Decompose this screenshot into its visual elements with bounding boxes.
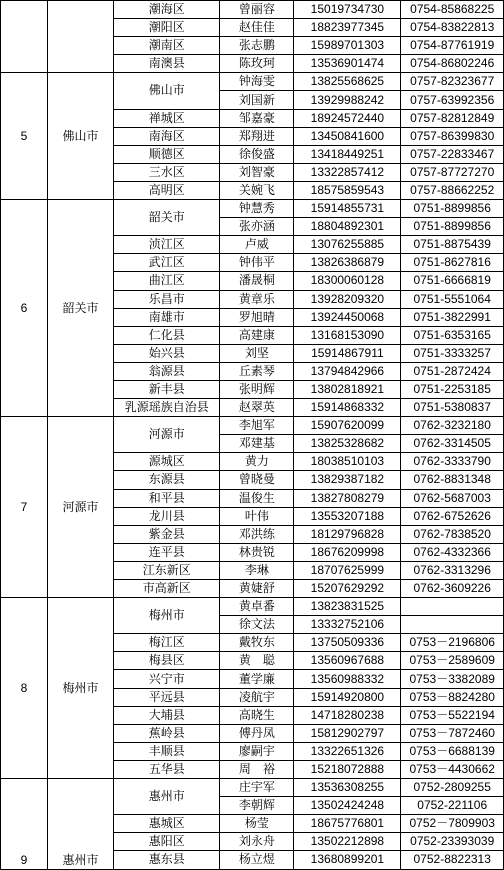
cell-mobile: 18675776801 [294,815,401,833]
cell-name: 叶伟 [220,507,294,525]
cell-mobile: 15812902797 [294,724,401,742]
cell-mobile: 15907620099 [294,417,401,435]
cell-district: 源城区 [114,453,220,471]
cell-name: 张明辉 [220,380,294,398]
cell-phone: 0754-83822813 [401,19,504,37]
cell-phone: 0762-8831348 [401,471,504,489]
cell-district: 五华县 [114,760,220,778]
cell-city: 惠州市 [47,779,113,869]
cell-phone: 0754-86802246 [401,55,504,73]
cell-mobile: 13929988242 [294,91,401,109]
cell-phone: 0762-4332366 [401,543,504,561]
cell-name: 黄力 [220,453,294,471]
cell-district: 新丰县 [114,380,220,398]
cell-phone: 0751-8627816 [401,254,504,272]
cell-name: 林贵锐 [220,543,294,561]
cell-mobile: 15019734730 [294,1,401,19]
cell-name: 卢威 [220,236,294,254]
cell-phone: 0752-221106 [401,797,504,815]
cell-district: 江东新区 [114,561,220,579]
cell-mobile: 13794842966 [294,362,401,380]
cell-district: 武江区 [114,254,220,272]
cell-mobile: 13928209320 [294,290,401,308]
cell-district: 紫金县 [114,525,220,543]
cell-name: 廖嗣宇 [220,742,294,760]
cell-name: 钟慧秀 [220,200,294,218]
cell-phone: 0762-5687003 [401,489,504,507]
cell-phone: 0757-63992356 [401,91,504,109]
cell-name: 傅丹凤 [220,724,294,742]
cell-district: 乐昌市 [114,290,220,308]
cell-phone: 0757-86399830 [401,127,504,145]
cell-mobile: 15218072888 [294,760,401,778]
cell-district: 龙川县 [114,507,220,525]
cell-name: 黄 聪 [220,652,294,670]
cell-district: 惠州市 [114,779,220,815]
cell-mobile: 13502424248 [294,797,401,815]
cell-number: 7 [1,417,48,598]
cell-district: 三水区 [114,163,220,181]
cell-phone: 0757-22833467 [401,145,504,163]
cell-name: 张亦涵 [220,218,294,236]
cell-phone: 0757-87727270 [401,163,504,181]
cell-district: 兴宁市 [114,670,220,688]
cell-mobile: 13560967688 [294,652,401,670]
cell-phone: 0751-2872424 [401,362,504,380]
cell-name: 高晓生 [220,706,294,724]
cell-name: 丘素琴 [220,362,294,380]
cell-district: 仁化县 [114,326,220,344]
cell-mobile: 18575859543 [294,181,401,199]
cell-phone: 0752-23393039 [401,833,504,851]
cell-phone: 0751-5551064 [401,290,504,308]
cell-mobile: 15914855731 [294,200,401,218]
cell-name: 戴牧东 [220,634,294,652]
cell-district: 惠阳区 [114,833,220,851]
cell-mobile: 15207629292 [294,580,401,598]
cell-mobile: 13553207188 [294,507,401,525]
cell-name: 李旭军 [220,417,294,435]
cell-name: 杨莹 [220,815,294,833]
cell-name: 张志鹏 [220,37,294,55]
cell-phone: 0751-5380837 [401,399,504,417]
cell-name: 关婉飞 [220,181,294,199]
cell-phone: 0757-82812849 [401,109,504,127]
cell-name: 刘永舟 [220,833,294,851]
cell-phone: 0757-88662252 [401,181,504,199]
cell-district: 高明区 [114,181,220,199]
cell-name: 杨立煜 [220,851,294,869]
cell-phone: 0757-82323677 [401,73,504,91]
cell-phone: 0762-3314505 [401,435,504,453]
cell-city: 梅州市 [47,598,113,779]
cell-mobile: 13450841600 [294,127,401,145]
cell-mobile: 13418449251 [294,145,401,163]
cell-name: 庄宇军 [220,779,294,797]
cell-mobile: 13802818921 [294,380,401,398]
cell-phone: 0751-3822991 [401,308,504,326]
cell-name: 钟伟平 [220,254,294,272]
cell-district: 禅城区 [114,109,220,127]
cell-phone: 0751-8899856 [401,200,504,218]
cell-district: 始兴县 [114,344,220,362]
cell-name: 凌航宇 [220,688,294,706]
cell-phone: 0754-85868225 [401,1,504,19]
table-row [1,73,504,91]
cell-city: 韶关市 [47,200,113,417]
cell-mobile: 15914868332 [294,399,401,417]
cell-name: 邹嘉豪 [220,109,294,127]
cell-district: 惠东县 [114,851,220,869]
cell-name: 邓建基 [220,435,294,453]
cell-mobile: 13750509336 [294,634,401,652]
cell-name: 赵佳佳 [220,19,294,37]
cell-mobile: 18924572440 [294,109,401,127]
cell-phone: 0753－6688139 [401,742,504,760]
cell-district: 佛山市 [114,73,220,109]
cell-mobile: 13536901474 [294,55,401,73]
cell-district: 河源市 [114,417,220,453]
cell-city: 佛山市 [47,73,113,200]
cell-number: 9 [1,779,48,869]
cell-phone: 0762-3609226 [401,580,504,598]
cell-district: 丰顺县 [114,742,220,760]
cell-phone: 0762-3313296 [401,561,504,579]
cell-district: 惠城区 [114,815,220,833]
contact-table-body [1,1,504,870]
cell-district: 东源县 [114,471,220,489]
cell-mobile: 13560988332 [294,670,401,688]
cell-district: 大埔县 [114,706,220,724]
cell-mobile: 13680899201 [294,851,401,869]
table-row [1,1,504,19]
cell-name: 刘坚 [220,344,294,362]
cell-district: 潮海区 [114,1,220,19]
cell-mobile: 18129796828 [294,525,401,543]
cell-name: 黄婕舒 [220,580,294,598]
cell-number: 6 [1,200,48,417]
cell-district: 曲江区 [114,272,220,290]
cell-mobile: 13168153090 [294,326,401,344]
cell-mobile: 13322857412 [294,163,401,181]
cell-district: 南澳县 [114,55,220,73]
cell-number: 8 [1,598,48,779]
cell-mobile: 18823977345 [294,19,401,37]
cell-mobile: 18804892301 [294,218,401,236]
cell-district: 平远县 [114,688,220,706]
cell-district: 蕉岭县 [114,724,220,742]
cell-phone: 0752-2809255 [401,779,504,797]
cell-name: 郑翔进 [220,127,294,145]
cell-mobile: 15914867911 [294,344,401,362]
cell-mobile: 13823831525 [294,598,401,616]
cell-name: 徐文法 [220,616,294,634]
cell-district: 市高新区 [114,580,220,598]
cell-name: 潘晟桐 [220,272,294,290]
cell-phone: 0753－4430662 [401,760,504,778]
table-row [1,200,504,218]
cell-phone: 0762-3333790 [401,453,504,471]
cell-name: 钟海雯 [220,73,294,91]
cell-number: 5 [1,73,48,200]
cell-district: 梅县区 [114,652,220,670]
cell-number [1,1,48,73]
cell-district: 南海区 [114,127,220,145]
cell-phone: 0751-8875439 [401,236,504,254]
cell-mobile: 13924450068 [294,308,401,326]
cell-name: 李朝辉 [220,797,294,815]
cell-name: 邓洪练 [220,525,294,543]
cell-name: 徐俊盛 [220,145,294,163]
cell-phone: 0751-6666819 [401,272,504,290]
table-row [1,779,504,797]
cell-mobile: 13502212898 [294,833,401,851]
cell-district: 顺德区 [114,145,220,163]
cell-phone [401,616,504,634]
cell-city: 河源市 [47,417,113,598]
cell-mobile: 13826386879 [294,254,401,272]
cell-phone: 0762-7838520 [401,525,504,543]
cell-mobile: 13827808279 [294,489,401,507]
cell-phone: 0751-8899856 [401,218,504,236]
table-row [1,417,504,435]
cell-mobile: 18676209998 [294,543,401,561]
cell-mobile: 14718280238 [294,706,401,724]
cell-phone: 0762-3232180 [401,417,504,435]
cell-district: 梅州市 [114,598,220,634]
cell-mobile: 13076255885 [294,236,401,254]
cell-name: 刘国新 [220,91,294,109]
cell-district: 和平县 [114,489,220,507]
cell-district: 梅江区 [114,634,220,652]
cell-phone: 0753－3382089 [401,670,504,688]
cell-name: 刘智豪 [220,163,294,181]
cell-mobile: 13536308255 [294,779,401,797]
cell-district: 乳源瑶族自治县 [114,399,220,417]
cell-phone: 0754-87761919 [401,37,504,55]
cell-phone [401,598,504,616]
cell-phone: 0753－7872460 [401,724,504,742]
cell-name: 黄卓番 [220,598,294,616]
cell-district: 南雄市 [114,308,220,326]
cell-phone: 0753－5522194 [401,706,504,724]
cell-mobile: 13332752106 [294,616,401,634]
cell-mobile: 13322651326 [294,742,401,760]
cell-mobile: 18707625999 [294,561,401,579]
table-row [1,598,504,616]
cell-name: 董学廉 [220,670,294,688]
cell-city [47,1,113,73]
cell-phone: 0751-2253185 [401,380,504,398]
cell-name: 李琳 [220,561,294,579]
cell-mobile: 13825568625 [294,73,401,91]
cell-mobile: 15989701303 [294,37,401,55]
cell-name: 曾丽容 [220,1,294,19]
cell-district: 韶关市 [114,200,220,236]
cell-mobile: 13825328682 [294,435,401,453]
cell-phone: 0752－7809903 [401,815,504,833]
cell-name: 周 裕 [220,760,294,778]
cell-name: 黄章乐 [220,290,294,308]
cell-phone: 0762-6752626 [401,507,504,525]
cell-phone: 0753－8824280 [401,688,504,706]
cell-district: 连平县 [114,543,220,561]
cell-mobile: 18038510103 [294,453,401,471]
cell-name: 罗旭晴 [220,308,294,326]
cell-phone: 0753－2589609 [401,652,504,670]
cell-mobile: 15914920800 [294,688,401,706]
cell-phone: 0753－2196806 [401,634,504,652]
cell-phone: 0752-8822313 [401,851,504,869]
cell-district: 翁源县 [114,362,220,380]
cell-name: 曾晓曼 [220,471,294,489]
cell-district: 潮南区 [114,37,220,55]
cell-name: 温俊生 [220,489,294,507]
cell-name: 陈玫珂 [220,55,294,73]
cell-district: 潮阳区 [114,19,220,37]
cell-phone: 0751-6353165 [401,326,504,344]
cell-district: 浈江区 [114,236,220,254]
cell-phone: 0751-3333257 [401,344,504,362]
cell-name: 高建康 [220,326,294,344]
cell-name: 赵翠英 [220,399,294,417]
cell-mobile: 18300060128 [294,272,401,290]
cell-mobile: 13829387182 [294,471,401,489]
